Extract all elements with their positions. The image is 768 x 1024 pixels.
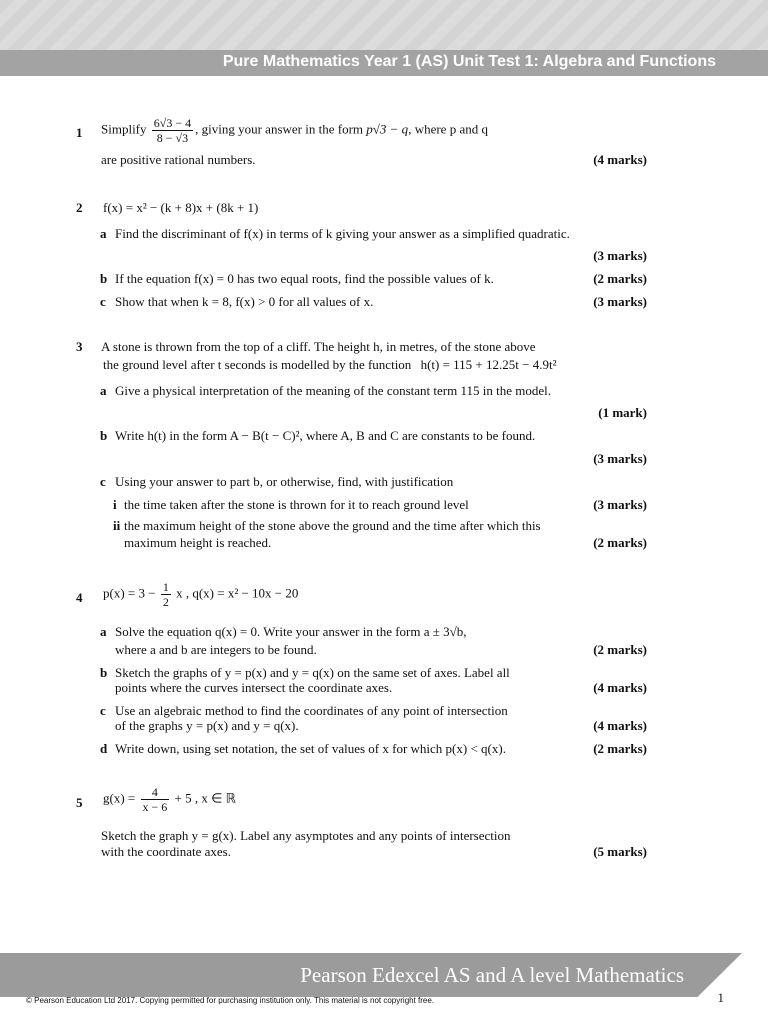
q1-fraction: [152, 116, 193, 145]
part-text: Give a physical interpretation of the meaning of the constant term 115 in the model.: [115, 383, 551, 398]
q5-frac-numerator: 4: [141, 785, 170, 800]
q2-part-a: [100, 226, 570, 242]
q3-function: h(t) = 115 + 12.25t − 4.9t²: [420, 357, 557, 372]
q3-subpart-ii: [113, 518, 541, 534]
footer-title: Pearson Edexcel AS and A level Mathematics: [300, 963, 684, 987]
q4-part-c: [100, 703, 508, 719]
part-label: c: [100, 294, 106, 309]
page-title: Pure Mathematics Year 1 (AS) Unit Test 1: Algebra and Functions: [222, 53, 716, 70]
q3-part-b: [100, 428, 535, 444]
q4-expression: [103, 580, 298, 609]
q3-part-c: [100, 474, 453, 490]
part-text: Write down, using set notation, the set of values of x for which p(x) < q(x).: [115, 741, 506, 756]
q4-frac-denominator: 2: [162, 595, 169, 609]
part-text: Use an algebraic method to find the coordinates of any point of intersection: [115, 703, 508, 718]
part-text: Sketch the graphs of y = p(x) and y = q(x) on the same set of axes. Label all: [115, 665, 510, 680]
q4-part-c-line-2: of the graphs y = p(x) and y = q(x).: [115, 718, 299, 733]
marks-badge: (2 marks): [593, 642, 647, 657]
q5-frac-denominator: x − 6: [142, 800, 168, 814]
q4-expr-a: p(x) = 3 −: [103, 585, 156, 601]
part-label: b: [100, 428, 108, 443]
q2-part-b: [100, 271, 494, 287]
marks-badge: (1 mark): [598, 405, 647, 420]
q1-frac-denominator: 8 − √3: [156, 131, 189, 145]
q1-frac-numerator: 6√3 − 4: [153, 116, 192, 130]
part-label: a: [100, 383, 107, 398]
q5-fraction: [141, 785, 170, 814]
marks-badge: (2 marks): [593, 535, 647, 550]
q3-subpart-i: [113, 497, 469, 513]
part-label: a: [100, 226, 107, 241]
copyright-notice: © Pearson Education Ltd 2017. Copying permitted for purchasing institution only. This material is not copyright free.: [26, 996, 435, 1005]
marks-badge: (4 marks): [593, 152, 647, 167]
part-label: c: [100, 474, 106, 489]
part-label: d: [100, 741, 108, 756]
part-label: a: [100, 624, 107, 639]
marks-badge: (2 marks): [593, 271, 647, 286]
question-number: 2: [76, 200, 83, 215]
q4-part-a-line-2: where a and b are integers to be found.: [115, 642, 317, 657]
q3-line-2: [103, 357, 556, 373]
q4-expr-b: x , q(x) = x² − 10x − 20: [176, 585, 299, 601]
q3-line-1: A stone is thrown from the top of a cliff. The height h, in metres, of the stone above: [101, 339, 536, 354]
q4-part-a: [100, 624, 467, 640]
q4-part-b: [100, 665, 510, 681]
q3-part-a: [100, 383, 551, 399]
q4-part-d: [100, 741, 506, 757]
q1-text: Simplify: [101, 121, 147, 137]
marks-badge: (3 marks): [593, 294, 647, 309]
q2-part-c: [100, 294, 373, 310]
q1-text-c: , where p and q: [408, 121, 488, 137]
marks-badge: (2 marks): [593, 741, 647, 756]
part-text: If the equation f(x) = 0 has two equal roots, find the possible values of k.: [115, 271, 494, 286]
part-label: c: [100, 703, 106, 718]
part-text: Show that when k = 8, f(x) > 0 for all values of x.: [115, 294, 374, 309]
q2-expression: f(x) = x² − (k + 8)x + (8k + 1): [103, 200, 259, 215]
q5-expr-b: + 5 , x ∈ ℝ: [174, 790, 236, 806]
marks-badge: (5 marks): [593, 844, 647, 859]
subpart-label: i: [113, 497, 117, 512]
q5-line-1: Sketch the graph y = g(x). Label any asymptotes and any points of intersection: [101, 828, 511, 843]
part-text: Find the discriminant of f(x) in terms of k giving your answer as a simplified quadratic.: [115, 226, 570, 241]
subpart-label: ii: [113, 518, 121, 533]
part-label: b: [100, 665, 108, 680]
marks-badge: (3 marks): [593, 451, 647, 466]
question-number: 4: [76, 590, 83, 605]
q5-expr-a: g(x) =: [103, 790, 136, 806]
q5-expression: [103, 785, 236, 814]
part-text: Solve the equation q(x) = 0. Write your answer in the form a ± 3√b,: [115, 624, 467, 639]
question-1-line-2: are positive rational numbers.: [101, 152, 256, 167]
part-label: b: [100, 271, 108, 286]
footer: [0, 953, 768, 1024]
question-1-line-1: [101, 116, 488, 145]
question-number: 1: [76, 125, 83, 140]
part-text: Write h(t) in the form A − B(t − C)², where A, B and C are constants to be found.: [115, 428, 536, 443]
subpart-text: the time taken after the stone is thrown for it to reach ground level: [124, 497, 469, 512]
marks-badge: (3 marks): [593, 497, 647, 512]
q1-text-b: , giving your answer in the form: [195, 121, 364, 137]
q4-part-b-line-2: points where the curves intersect the coordinate axes.: [115, 680, 393, 695]
q1-form: p√3 − q: [366, 121, 409, 137]
q4-frac-numerator: 1: [162, 580, 169, 594]
page-number: 1: [717, 990, 724, 1005]
question-number: 5: [76, 795, 83, 810]
marks-badge: (4 marks): [593, 680, 647, 695]
marks-badge: (3 marks): [593, 248, 647, 263]
question-number: 3: [76, 339, 83, 354]
q5-line-2: with the coordinate axes.: [101, 844, 231, 859]
part-text: Using your answer to part b, or otherwise, find, with justification: [115, 474, 454, 489]
marks-badge: (4 marks): [593, 718, 647, 733]
q3-subpart-ii-line-2: maximum height is reached.: [124, 535, 272, 550]
q4-fraction: [161, 580, 171, 609]
subpart-text: the maximum height of the stone above the ground and the time after which this: [124, 518, 541, 533]
q3-line-2-text: the ground level after t seconds is modelled by the function: [103, 357, 412, 372]
